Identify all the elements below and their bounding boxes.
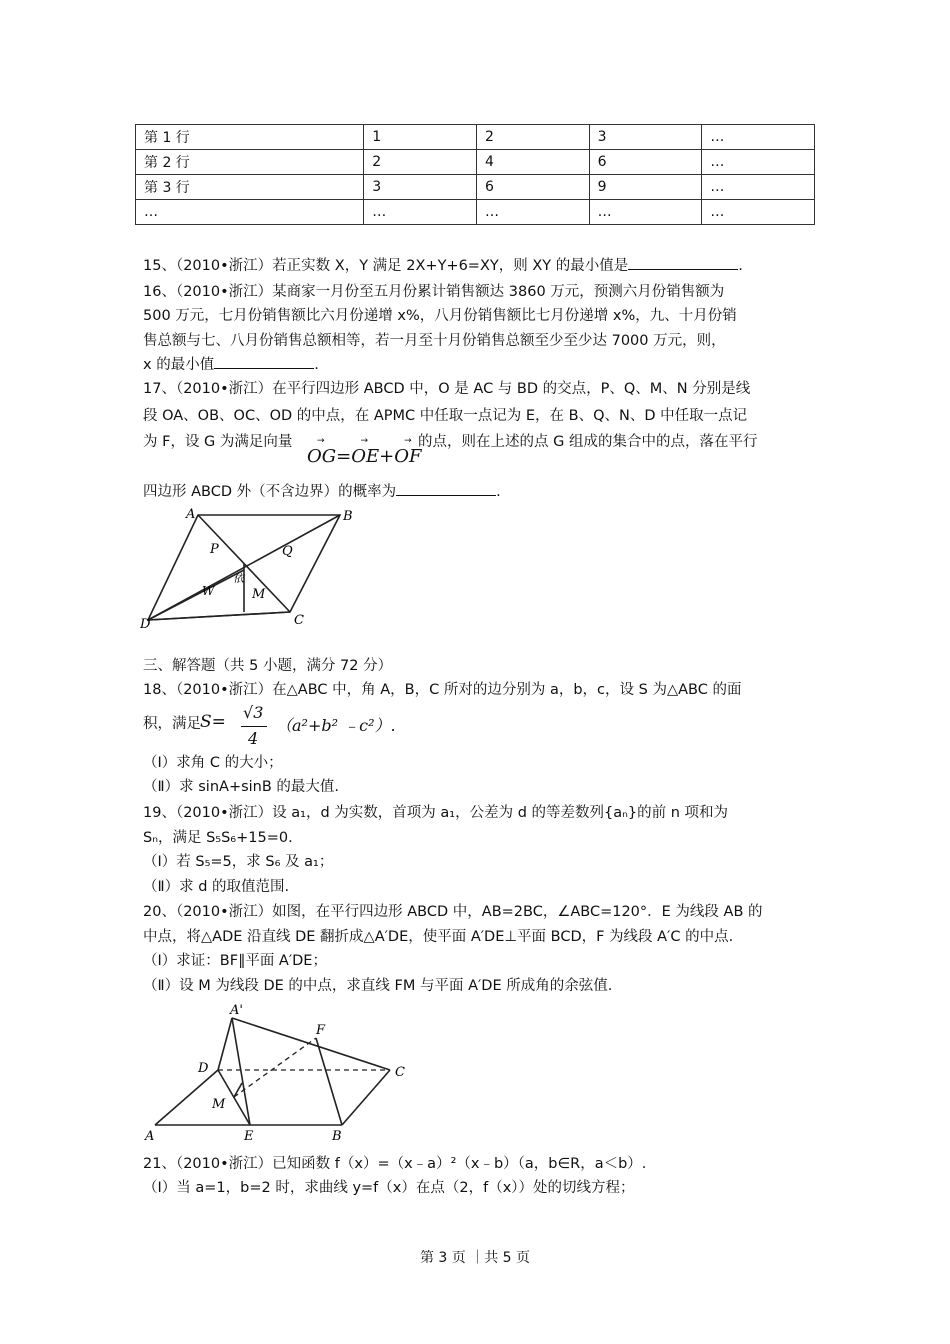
answer-blank <box>628 255 738 270</box>
fig1-label-w: W <box>202 584 215 598</box>
table-cell: 第 3 行 <box>136 175 364 200</box>
q20-part-1: （Ⅰ）求证：BF∥平面 A′DE； <box>143 953 327 969</box>
fig2-label-a-prime: A' <box>230 1003 243 1018</box>
fig1-label-q: Q <box>282 544 293 559</box>
table-cell: … <box>589 200 702 225</box>
table-cell: 6 <box>589 150 702 175</box>
q16-text: x 的最小值 <box>143 357 215 373</box>
q15-end: . <box>738 258 743 274</box>
table-cell: … <box>702 175 815 200</box>
fig1-label-d: D <box>140 617 151 632</box>
parallelogram-figure <box>140 500 360 640</box>
page-footer: 第 3 页 ｜共 5 页 <box>419 1250 531 1266</box>
fraction-denominator: 4 <box>248 729 259 748</box>
q21-part-1: （I）当 a=1，b=2 时，求曲线 y=f（x）在点（2，f（x））处的切线方程； <box>143 1180 635 1196</box>
fig2-label-d: D <box>198 1061 209 1076</box>
fig2-label-e: E <box>244 1129 254 1144</box>
vector-arrows: → → → <box>317 436 412 446</box>
table-cell: 第 2 行 <box>136 150 364 175</box>
q16-line-4 <box>143 354 319 376</box>
table-row <box>136 150 815 175</box>
table-cell: 3 <box>589 125 702 150</box>
table-row <box>136 125 815 150</box>
q19-part-1: （Ⅰ）若 S₅=5，求 S₆ 及 a₁； <box>143 854 334 870</box>
q20-part-2: （Ⅱ）设 M 为线段 DE 的中点，求直线 FM 与平面 A′DE 所成角的余弦值. <box>143 978 613 994</box>
fig2-label-b: B <box>332 1129 342 1144</box>
q21-line-1: 21、（2010•浙江）已知函数 f（x）=（x﹣a）²（x﹣b）（a，b∈R，a＜b）. <box>143 1156 647 1172</box>
q17-line-3a: 为 F，设 G 为满足向量 <box>143 434 293 450</box>
table-row <box>136 200 815 225</box>
q17-text: 四边形 ABCD 外（不含边界）的概率为 <box>143 484 397 500</box>
fig2-label-c: C <box>395 1065 405 1080</box>
fig1-label-m: M <box>252 587 266 602</box>
number-table <box>135 124 815 225</box>
question-15 <box>143 255 743 277</box>
q17-line-3b: 的点，则在上述的点 G 组成的集合中的点，落在平行 <box>418 434 758 450</box>
q20-line-2: 中点，将△ADE 沿直线 DE 翻折成△A′DE，使平面 A′DE⊥平面 BCD，F 为线段 A′C 的中点. <box>143 929 734 945</box>
q18-line-1: 18、（2010•浙江）在△ABC 中，角 A，B，C 所对的边分别为 a，b，c，设 S 为△ABC 的面 <box>143 682 742 698</box>
table-cell: 2 <box>476 125 589 150</box>
q19-line-2: Sₙ，满足 S₅S₆+15=0. <box>143 830 293 846</box>
q20-line-1: 20、（2010•浙江）如图，在平行四边形 ABCD 中，AB=2BC，∠ABC=120°．E 为线段 AB 的 <box>143 904 763 920</box>
q19-part-2: （Ⅱ）求 d 的取值范围. <box>143 879 290 895</box>
table-row <box>136 175 815 200</box>
q16-line-1: 16、（2010•浙江）某商家一月份至五月份累计销售额达 3860 万元，预测六月份销售额为 <box>143 284 725 300</box>
q17-end: . <box>496 484 501 500</box>
table-cell: … <box>476 200 589 225</box>
q18-part-1: （Ⅰ）求角 C 的大小； <box>143 755 283 771</box>
table-cell: … <box>136 200 364 225</box>
fig1-label-scribble: 依 <box>233 572 244 585</box>
table-cell: … <box>702 125 815 150</box>
folded-parallelogram-figure <box>140 1000 430 1145</box>
table-cell: 第 1 行 <box>136 125 364 150</box>
fig1-label-p: P <box>210 542 219 557</box>
area-symbol: S= <box>200 712 226 732</box>
table-cell: 9 <box>589 175 702 200</box>
q16-line-3: 售总额与七、八月份销售总额相等，若一月至十月份销售总额至少至少达 7000 万元，则， <box>143 333 726 349</box>
table-cell: 2 <box>364 150 477 175</box>
fig2-label-a: A <box>145 1129 155 1144</box>
fraction-bar <box>241 726 267 727</box>
fraction-numerator: √3 <box>243 703 264 722</box>
fig2-label-m: M <box>212 1097 226 1112</box>
q16-line-2: 500 万元，七月份销售额比六月份递增 x%，八月份销售额比七月份递增 x%，九、十月份销 <box>143 308 737 324</box>
q16-end: . <box>314 357 319 373</box>
q15-text: 15、（2010•浙江）若正实数 X，Y 满足 2X+Y+6=XY，则 XY 的最小值是 <box>143 258 629 274</box>
fig1-label-b: B <box>343 509 353 524</box>
q18-part-2: （Ⅱ）求 sinA+sinB 的最大值. <box>143 779 340 795</box>
table-cell: 3 <box>364 175 477 200</box>
fig1-label-c: C <box>294 613 304 628</box>
q18-line-2a: 积，满足 <box>143 716 201 732</box>
fig2-label-f: F <box>316 1023 326 1038</box>
table-cell: 4 <box>476 150 589 175</box>
q19-line-1: 19、（2010•浙江）设 a₁，d 为实数，首项为 a₁，公差为 d 的等差数列{aₙ}的前 n 项和为 <box>143 805 729 821</box>
area-formula: （a²+b² ﹣c²）. <box>276 716 396 735</box>
table-cell: … <box>364 200 477 225</box>
table-cell: 6 <box>476 175 589 200</box>
table-cell: … <box>702 150 815 175</box>
table-cell: … <box>702 200 815 225</box>
vector-equation: OG=OE+OF <box>307 446 422 467</box>
answer-blank <box>214 354 314 369</box>
q17-line-2: 段 OA、OB、OC、OD 的中点，在 APMC 中任取一点记为 E，在 B、Q、N、D 中任取一点记 <box>143 408 748 424</box>
answer-blank <box>396 481 496 496</box>
section-heading: 三、解答题（共 5 小题，满分 72 分） <box>143 658 393 674</box>
fig1-label-a: A <box>186 507 196 522</box>
q17-line-1: 17、（2010•浙江）在平行四边形 ABCD 中，O 是 AC 与 BD 的交点，P、Q、M、N 分别是线 <box>143 381 751 397</box>
table-cell: 1 <box>364 125 477 150</box>
